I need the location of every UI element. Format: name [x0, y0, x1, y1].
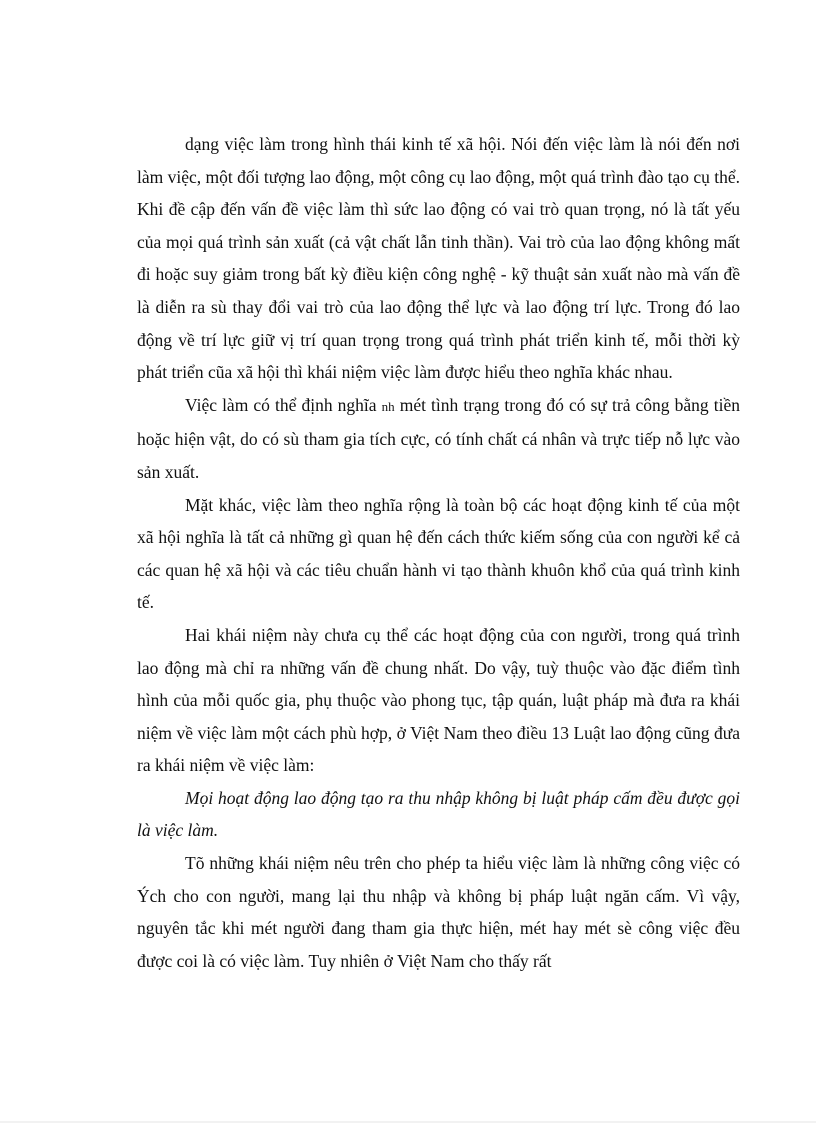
paragraph-conclusion: Tõ những khái niệm nêu trên cho phép ta hiểu việc làm là những công việc có Ých cho con người, mang lại thu nhập và không bị pháp luật ngăn cấm. Vì vậy, nguyên tắc khi mét người đang tham gia thực hiện, mét hay mét sè công việc đều được coi là có việc làm. Tuy nhiên ở Việt Nam cho thấy rất	[137, 853, 740, 971]
document-page	[137, 128, 740, 977]
definition-text-end: mét tình trạng trong đó có sự trả công bằng tiền hoặc hiện vật, do có sù tham gia tích cực, có tính chất cá nhân và trực tiếp nỗ lực vào sản xuất.	[137, 394, 740, 482]
definition-text-start: Việc làm có thể định nghĩa	[185, 394, 382, 415]
paragraph-broad-meaning: Mặt khác, việc làm theo nghĩa rộng là toàn bộ các hoạt động kinh tế của một xã hội nghĩa là tất cả những gì quan hệ đến cách thức kiếm sống của con người kể cả các quan hệ xã hội và các tiêu chuẩn hành vi tạo thành khuôn khổ của quá trình kinh tế.	[137, 494, 740, 613]
paragraph-employment-concept: dạng việc làm trong hình thái kinh tế xã hội. Nói đến việc làm là nói đến nơi làm việc, một đối tượng lao động, một công cụ lao động, một quá trình đào tạo cụ thể. Khi đề cập đến vấn đề việc làm thì sức lao động có vai trò quan trọng, nó là tất yếu của mọi quá trình sản xuất (cả vật chất lẫn tinh thần). Vai trò của lao động không mất đi hoặc suy giảm trong bất kỳ điều kiện công nghệ - kỹ thuật sản xuất nào mà vấn đề là diễn ra sù thay đổi vai trò của lao động thể lực và lao động trí lực. Trong đó lao động về trí lực giữ vị trí quan trọng trong quá trình phát triển kinh tế, mỗi thời kỳ phát triển cũa xã hội thì khái niệm việc làm được hiểu theo nghĩa khác nhau.	[137, 134, 740, 383]
definition-small-text: nh	[381, 398, 395, 414]
paragraph-two-concepts: Hai khái niệm này chưa cụ thể các hoạt động của con người, trong quá trình lao động mà chỉ ra những vấn đề chung nhất. Do vậy, tuỳ thuộc vào đặc điểm tình hình của mỗi quốc gia, phụ thuộc vào phong tục, tập quán, luật pháp mà đưa ra khái niệm về việc làm một cách phù hợp, ở Việt Nam theo điều 13 Luật lao động cũng đưa ra khái niệm về việc làm:	[137, 624, 740, 776]
paragraph-employment-definition	[137, 389, 740, 489]
paragraph-law-quote: Mọi hoạt động lao động tạo ra thu nhập không bị luật pháp cấm đều được gọi là việc làm.	[137, 787, 740, 841]
